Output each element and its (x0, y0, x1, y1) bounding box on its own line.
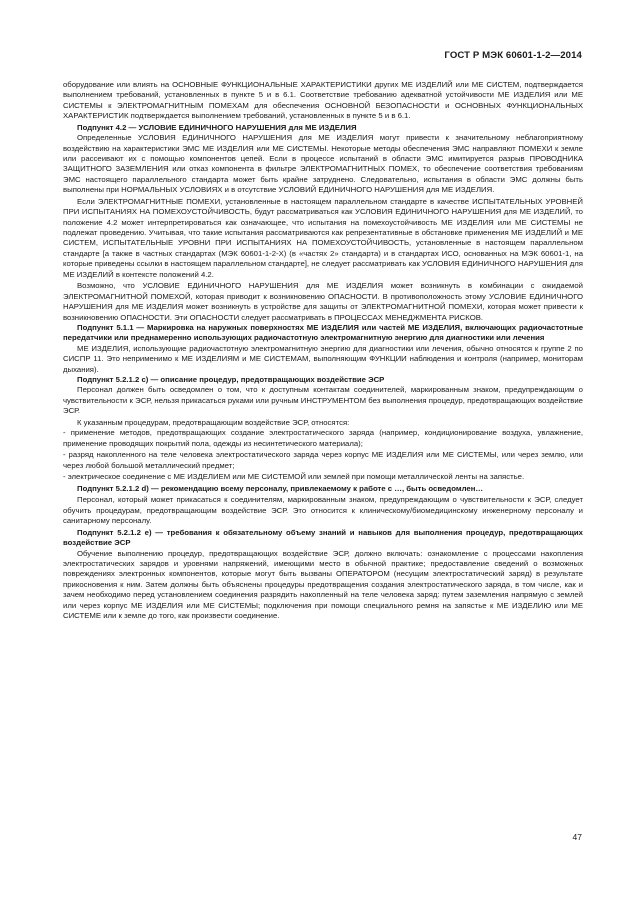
subclause-heading-5-2-1-2-e: Подпункт 5.2.1.2 e) — требования к обязательному объему знаний и навыков для выполнения процедур, предотвращающих воздействие ЭСР (63, 527, 583, 548)
list-item: - электрическое соединение с МЕ ИЗДЕЛИЕМ или МЕ СИСТЕМОЙ или землей при помощи металлической ленты на запястье. (63, 472, 525, 482)
standard-designation: ГОСТ Р МЭК 60601-1-2—2014 (444, 50, 582, 61)
paragraph: Если ЭЛЕКТРОМАГНИТНЫЕ ПОМЕХИ, установленные в настоящем параллельном стандарте в качестве ИСПЫТАТЕЛЬНЫХ УРОВНЕЙ ПРИ ИСПЫТАНИЯХ НА ПОМЕХОУСТОЙЧИВОСТЬ, будут рассматриваться как УСЛОВИЯ ЕДИНИЧНОГО НАРУШЕНИЯ для МЕ ИЗДЕЛИЙ, то положение 4.2 может интерпретироваться как означающее, что испытания на помехоустойчивость МЕ ИЗДЕЛИЯ или МЕ СИСТЕМЫ не подлежат проведению. Учитывая, что такие испытания рассматриваются как репрезентативные в обстановке применения МЕ ИЗДЕЛИЙ и МЕ СИСТЕМ, ИСПЫТАТЕЛЬНЫЕ УРОВНИ ПРИ ИСПЫТАНИЯХ НА ПОМЕХОУСТОЙЧИВОСТЬ, установленные в настоящем параллельном стандарте [а также в частных стандартах (МЭК 60601-1-2-Х) (в «частях 2» стандарта) и в стандартах ИСО, основанных на МЭК 60601-1, на которые приведены ссылки в настоящем параллельном стандарте], не следует рассматривать как УСЛОВИЯ ЕДИНИЧНОГО НАРУШЕНИЯ для МЕ ИЗДЕЛИЙ в контексте положений 4.2. (63, 196, 583, 279)
paragraph: Персонал должен быть осведомлен о том, что к доступным контактам соединителей, маркированным знаком, предупреждающим о чувствительности к ЭСР, нельзя прикасаться руками или ручным ИНСТРУМЕНТОМ без выполнения процедур, предотвращающих воздействие ЭСР. (63, 385, 583, 416)
paragraph: Определенные УСЛОВИЯ ЕДИНИЧНОГО НАРУШЕНИЯ для МЕ ИЗДЕЛИЯ могут привести к значительному неблагоприятному воздействию на характеристики ЭМС МЕ ИЗДЕЛИЯ или МЕ СИСТЕМЫ. Некоторые методы обеспечения ЭМС направляют ПОМЕХИ к земле или рассеивают их с помощью компонентов цепей. Если в процессе испытаний в области ЭМС имитируется разрыв ПРОВОДНИКА ЗАЩИТНОГО ЗАЗЕМЛЕНИЯ или отказ компонента в фильтре ЭЛЕКТРОМАГНИТНЫХ ПОМЕХ, то обеспечение соответствия требованиям ЭМС настоящего параллельного стандарта может быть крайне затруднено. Следовательно, испытания в области ЭМС должны быть выполнены при НОРМАЛЬНЫХ УСЛОВИЯХ и в отсутствие УСЛОВИЙ ЕДИНИЧНОГО НАРУШЕНИЯ для МЕ ИЗДЕЛИЯ. (63, 133, 583, 195)
document-body (63, 80, 583, 621)
paragraph: Обучение выполнению процедур, предотвращающих воздействие ЭСР, должно включать: ознакомление с процессами накопления электростатических зарядов и уровнями напряжений, имеющими место в обычной практике; предоставление сведений о возможных повреждениях электронных компонентов, которые могут быть вызваны ОПЕРАТОРОМ (несущим электростатический заряд) в результате прикосновения к ним. Затем должны быть объяснены процедуры предотвращения создания электростатического заряда, в том числе, как и зачем необходимо перед установлением соединения разрядить накопленный на теле человека заряд: путем заземления напрямую с землей или через корпус МЕ ИЗДЕЛИЯ или МЕ СИСТЕМЫ; подключения при помощи специального ремня на запястье к МЕ ИЗДЕЛИЮ или МЕ СИСТЕМЕ или к земле до того, как произвести соединение. (63, 548, 583, 620)
paragraph: Персонал, который может прикасаться к соединителям, маркированным знаком, предупреждающим о чувствительности к ЭСР, следует обучить процедурам, предотвращающим воздействие ЭСР. Это относится к клиническому/биомедицинскому инженерному персоналу и санитарному персоналу. (63, 495, 583, 526)
paragraph-continuation: оборудование или влиять на ОСНОВНЫЕ ФУНКЦИОНАЛЬНЫЕ ХАРАКТЕРИСТИКИ других МЕ ИЗДЕЛИЙ или МЕ СИСТЕМ, подтверждается выполнением требований, установленных в пункте 5 и в 6.1. Соответствие требованию адекватной устойчивости МЕ ИЗДЕЛИЯ или МЕ СИСТЕМЫ к ЭЛЕКТРОМАГНИТНЫМ ПОМЕХАМ для обеспечения ОСНОВНОЙ БЕЗОПАСНОСТИ и ОСНОВНЫХ ФУНКЦИОНАЛЬНЫХ ХАРАКТЕРИСТИК подтверждается выполнением требований, установленных в пункте 5 и в 6.1. (63, 80, 583, 121)
subclause-heading-5-2-1-2-c: Подпункт 5.2.1.2 c) — описание процедур, предотвращающих воздействие ЭСР (77, 374, 385, 384)
subclause-heading-4-2: Подпункт 4.2 — УСЛОВИЕ ЕДИНИЧНОГО НАРУШЕНИЯ для МЕ ИЗДЕЛИЯ (77, 122, 357, 132)
subclause-heading-5-1-1: Подпункт 5.1.1 — Маркировка на наружных поверхностях МЕ ИЗДЕЛИЯ или частей МЕ ИЗДЕЛИЯ, включающих радиочастотные передатчики или преднамеренно использующих радиочастотную электромагнитную энергию для диагностики или лечения (63, 322, 583, 343)
list-item: - разряд накопленного на теле человека электростатического заряда через корпус МЕ ИЗДЕЛИЯ или МЕ СИСТЕМЫ, или через землю, или через любой большой металлический предмет; (63, 450, 583, 470)
list-item: - применение методов, предотвращающих создание электростатического заряда (например, кондиционирование воздуха, увлажнение, применение проводящих покрытий пола, одежды из несинтетического материала); (63, 428, 583, 448)
paragraph: МЕ ИЗДЕЛИЯ, использующие радиочастотную электромагнитную энергию для диагностики или лечения, обычно относятся к группе 2 по СИСПР 11. Это неприменимо к МЕ ИЗДЕЛИЯМ и МЕ СИСТЕМАМ, выполняющим ФУНКЦИИ наблюдения и контроля (например, мониторам дыхания). (63, 343, 583, 374)
paragraph: К указанным процедурам, предотвращающим воздействие ЭСР, относятся: (77, 417, 350, 427)
paragraph: Возможно, что УСЛОВИЕ ЕДИНИЧНОГО НАРУШЕНИЯ для МЕ ИЗДЕЛИЯ может возникнуть в комбинации с ожидаемой ЭЛЕКТРОМАГНИТНОЙ ПОМЕХОЙ, которая приводит к возникновению ОПАСНОСТИ. В противоположность этому УСЛОВИЕ ЕДИНИЧНОГО НАРУШЕНИЯ для МЕ ИЗДЕЛИЯ может возникнуть в устройстве для защиты от ЭЛЕКТРОМАГНИТНОЙ ПОМЕХИ, которая может привести к возникновению ОПАСНОСТИ. Эти ОПАСНОСТИ следует рассматривать в ПРОЦЕССАХ МЕНЕДЖМЕНТА РИСКОВ. (63, 281, 583, 322)
subclause-heading-5-2-1-2-d: Подпункт 5.2.1.2 d) — рекомендацию всему персоналу, привлекаемому к работе с …, быть осведомлен… (77, 483, 484, 493)
page-number: 47 (572, 832, 582, 842)
